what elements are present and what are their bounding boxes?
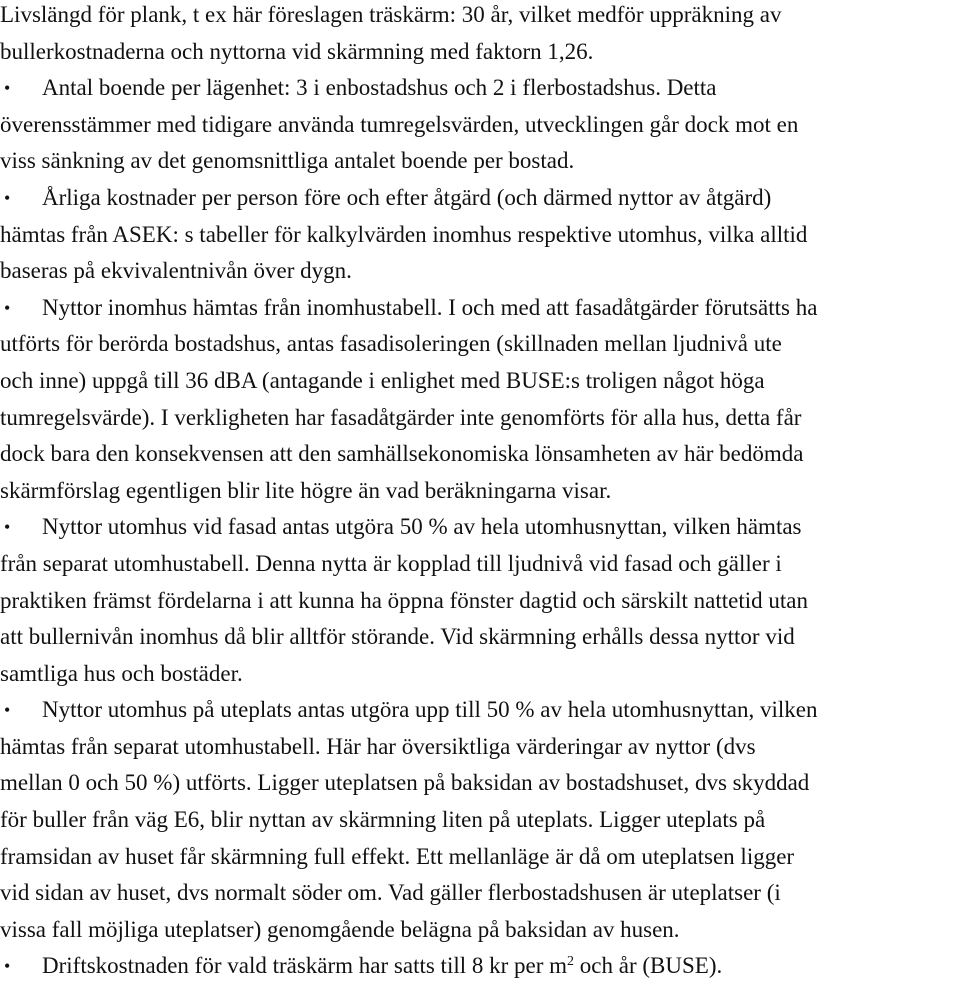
bullet-icon: • — [4, 700, 11, 721]
bullet-icon: • — [4, 297, 11, 318]
bullet-item — [0, 180, 960, 290]
text-line: Nyttor utomhus vid fasad antas utgöra 50 % av hela utomhusnyttan, vilken hämtas — [42, 514, 802, 540]
bullet-icon: • — [4, 78, 11, 99]
text-segment: och år (BUSE). — [574, 953, 723, 979]
bullet-item — [0, 692, 960, 948]
bullet-first-line — [0, 948, 960, 985]
text-line: baseras på ekvivalentnivån över dygn. — [0, 258, 352, 284]
superscript: 2 — [567, 954, 575, 970]
text-line: Årliga kostnader per person före och efter åtgärd (och därmed nyttor av åtgärd) — [42, 184, 772, 210]
text-line: överensstämmer med tidigare använda tumregelsvärden, utvecklingen går dock mot en — [0, 111, 799, 137]
text-line: skärmförslag egentligen blir lite högre än vad beräkningarna visar. — [0, 477, 612, 503]
text-line: Livslängd för plank, t ex här föreslagen träskärm: 30 år, vilket medför uppräkning av — [0, 2, 782, 27]
text-line: vid sidan av huset, dvs normalt söder om. Vad gäller flerbostadshusen är uteplatser (i — [0, 880, 781, 906]
bullet-first-line — [0, 692, 960, 729]
bullet-icon: • — [4, 956, 11, 977]
bullet-first-line — [0, 509, 960, 546]
bullet-item — [0, 70, 960, 180]
text-line: för buller från väg E6, blir nyttan av skärmning liten på uteplats. Ligger uteplats på — [0, 807, 766, 833]
text-line: dock bara den konsekvensen att den samhällsekonomiska lönsamheten av här bedömda — [0, 441, 804, 467]
text-line: Nyttor utomhus på uteplats antas utgöra upp till 50 % av hela utomhusnyttan, vilken — [42, 697, 818, 723]
text-line: hämtas från separat utomhustabell. Här har översiktliga värderingar av nyttor (dvs — [0, 733, 756, 759]
text-line: bullerkostnaderna och nyttorna vid skärmning med faktorn 1,26. — [0, 38, 594, 64]
text-line: hämtas från ASEK: s tabeller för kalkylvärden inomhus respektive utomhus, vilka alltid — [0, 221, 808, 247]
bullet-first-line — [0, 180, 960, 217]
text-line: utförts för berörda bostadshus, antas fasadisoleringen (skillnaden mellan ljudnivå ute — [0, 331, 782, 357]
paragraph — [0, 0, 960, 70]
text-line: framsidan av huset får skärmning full effekt. Ett mellanläge är då om uteplatsen ligger — [0, 843, 795, 869]
bullet-item — [0, 290, 960, 510]
bullet-icon: • — [4, 517, 11, 538]
text-line: Antal boende per lägenhet: 3 i enbostadshus och 2 i flerbostadshus. Detta — [42, 75, 717, 101]
text-line: mellan 0 och 50 %) utförts. Ligger uteplatsen på baksidan av bostadshuset, dvs skyddad — [0, 770, 810, 796]
text-line: viss sänkning av det genomsnittliga antalet boende per bostad. — [0, 148, 575, 174]
text-line: Nyttor inomhus hämtas från inomhustabell. I och med att fasadåtgärder förutsätts ha — [42, 294, 818, 320]
bullet-icon: • — [4, 187, 11, 208]
bullet-first-line — [0, 290, 960, 327]
text-line: tumregelsvärde). I verkligheten har fasadåtgärder inte genomförts för alla hus, detta får — [0, 404, 802, 430]
text-line: att bullernivån inomhus då blir alltför störande. Vid skärmning erhålls dessa nyttor vid — [0, 624, 795, 650]
text-line: praktiken främst fördelarna i att kunna ha öppna fönster dagtid och särskilt nattetid utan — [0, 587, 808, 613]
text-line: från separat utomhustabell. Denna nytta är kopplad till ljudnivå vid fasad och gäller i — [0, 550, 782, 576]
text-line: vissa fall möjliga uteplatser) genomgående belägna på baksidan av husen. — [0, 916, 680, 942]
text-line: och inne) uppgå till 36 dBA (antagande i enlighet med BUSE:s troligen något höga — [0, 367, 765, 393]
text-line: samtliga hus och bostäder. — [0, 660, 243, 686]
bullet-item — [0, 948, 960, 985]
bullet-item — [0, 509, 960, 692]
bullet-first-line — [0, 70, 960, 107]
text-segment: Driftskostnaden för vald träskärm har satts till 8 kr per m — [42, 953, 568, 979]
